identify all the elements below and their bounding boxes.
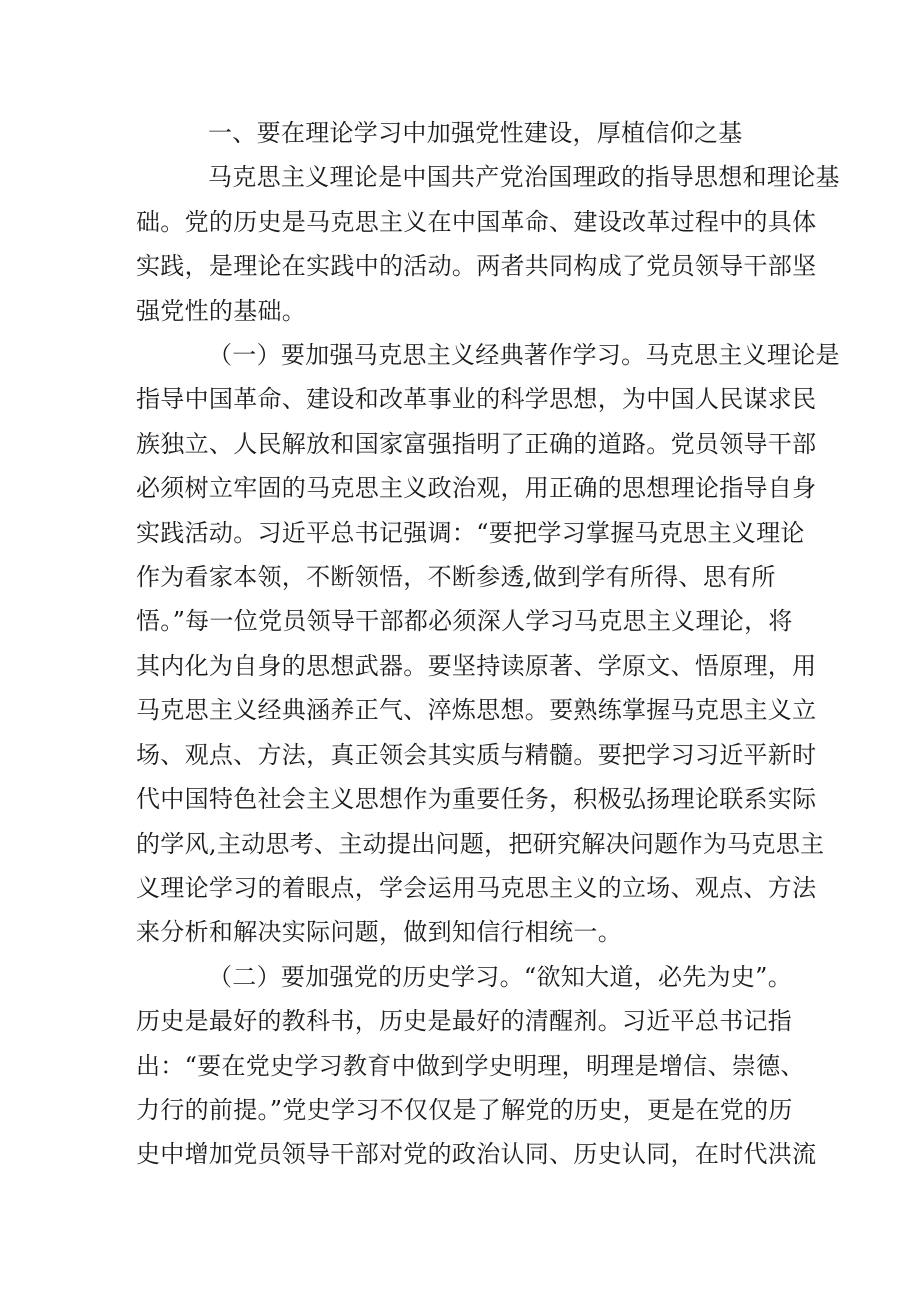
text-line: 义理论学习的着眼点，学会运用马克思主义的立场、观点、方法 <box>136 873 817 902</box>
text-line: 必须树立牢固的马克思主义政治观，用正确的思想理论指导自身 <box>136 474 817 503</box>
text-line: 来分析和解决实际问题，做到知信行相统一。 <box>136 918 622 947</box>
paragraph-party-history <box>136 955 817 1177</box>
text-line: 作为看家本领，不断领悟，不断参透,做到学有所得、思有所 <box>136 563 776 592</box>
text-line: 族独立、人民解放和国家富强指明了正确的道路。党员领导干部 <box>136 429 817 458</box>
text-line: 史中增加党员领导干部对党的政治认同、历史认同，在时代洪流 <box>136 1140 817 1169</box>
text-line: 础。党的历史是马克思主义在中国革命、建设改革过程中的具体 <box>136 207 817 236</box>
text-line: 实践活动。习近平总书记强调：“要把学习掌握马克思主义理论 <box>136 518 805 547</box>
text-line: 的学风,主动思考、主动提出问题，把研究解决问题作为马克思主 <box>136 829 825 858</box>
text-line: 指导中国革命、建设和改革事业的科学思想，为中国人民谋求民 <box>136 385 817 414</box>
text-line: 场、观点、方法，真正领会其实质与精髓。要把学习习近平新时 <box>136 740 817 769</box>
text-line: 历史是最好的教科书，历史是最好的清醒剂。习近平总书记指 <box>136 1007 793 1036</box>
text-line: 强党性的基础。 <box>136 296 307 325</box>
section-heading: 一、要在理论学习中加强党性建设，厚植信仰之基 <box>208 119 743 147</box>
document-body <box>136 111 840 1177</box>
text-line: 其内化为自身的思想武器。要坚持读原著、学原文、悟原理，用 <box>136 651 817 680</box>
text-line: 出：“要在党史学习教育中做到学史明理，明理是增信、崇德、 <box>136 1051 805 1080</box>
text-line: （二）要加强党的历史学习。“欲知大道，必先为史”。 <box>208 962 793 991</box>
paragraph-marxism-study <box>136 333 840 955</box>
text-line: 力行的前提。”党史学习不仅仅是了解党的历史，更是在党的历 <box>136 1095 793 1124</box>
text-line: 实践，是理论在实践中的活动。两者共同构成了党员领导干部坚 <box>136 252 817 281</box>
paragraph-intro <box>136 155 840 333</box>
text-line: （一）要加强马克思主义经典著作学习。马克思主义理论是 <box>208 341 840 370</box>
text-line: 马克思主义理论是中国共产党治国理政的指导思想和理论基 <box>208 163 840 192</box>
text-line: 悟。”每一位党员领导干部都必须深人学习马克思主义理论，将 <box>136 607 793 636</box>
text-line: 马克思主义经典涵养正气、淬炼思想。要熟练掌握马克思主义立 <box>136 696 817 725</box>
text-line: 代中国特色社会主义思想作为重要任务，积极弘扬理论联系实际 <box>136 785 817 814</box>
